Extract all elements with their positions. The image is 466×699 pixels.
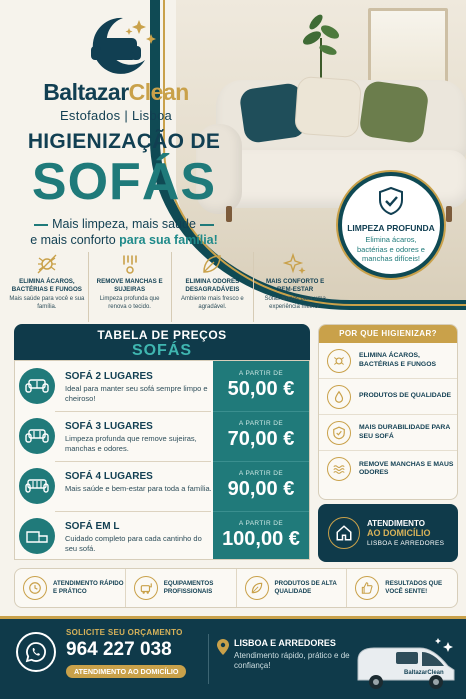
benefit-item: MAIS CONFORTO E BEM-ESTAR Sofás limpos para uma experiência melhor. — [254, 252, 336, 322]
headline-line1: HIGIENIZAÇÃO DE — [27, 130, 221, 153]
benefits-row — [6, 252, 336, 322]
why-item: ELIMINA ÁCAROS, BACTÉRIAS E FUNGOS — [319, 343, 457, 379]
mite-icon — [332, 354, 346, 368]
home-service-card: ATENDIMENTO AO DOMICÍLIO LISBOA E ARREDORES — [318, 504, 458, 562]
phone-number[interactable]: 964 227 038 — [66, 639, 172, 660]
price-row: SOFÁ 4 LUGARES Mais saúde e bem-estar para toda a família. A PARTIR DE 90,00 € — [15, 461, 311, 511]
why-sanitize-panel — [318, 324, 458, 500]
headline — [14, 130, 234, 248]
features-bar — [14, 568, 458, 608]
shield-check-icon — [376, 186, 406, 216]
price-table-body — [14, 360, 310, 560]
house-icon — [335, 524, 353, 542]
brand-logo — [26, 14, 206, 123]
why-item: REMOVE MANCHAS E MAUS ODORES — [319, 451, 457, 487]
feature-item: RESULTADOS QUE VOCÊ SENTE! — [347, 569, 457, 607]
why-item: MAIS DURABILIDADE PARA SEU SOFÁ — [319, 415, 457, 451]
price-row: SOFÁ 2 LUGARES Ideal para manter seu sofá sempre limpo e cheiroso! A PARTIR DE 50,00 € — [15, 361, 311, 411]
benefit-item: REMOVE MANCHAS E SUJEIRAS Limpeza profunda que renova o tecido. — [89, 252, 172, 322]
badge-title: LIMPEZA PROFUNDA — [347, 223, 435, 233]
price-table — [14, 324, 310, 562]
sofa-3-seat-icon — [25, 428, 49, 444]
price-value: 100,00 € — [222, 528, 300, 550]
price-value: 70,00 € — [227, 428, 295, 450]
footer — [0, 616, 466, 699]
badge-text: Elimina ácaros, bactérias e odores e manchas difíceis! — [357, 235, 425, 263]
whatsapp-icon — [24, 640, 48, 664]
home-service-pill: ATENDIMENTO AO DOMICÍLIO — [66, 665, 186, 678]
tagline: Mais limpeza, mais saúde e mais conforto para sua família! — [30, 217, 218, 247]
feature-item: PRODUTOS DE ALTA QUALIDADE — [237, 569, 348, 607]
waves-icon — [332, 462, 346, 476]
van-label: BaltazarClean — [404, 670, 444, 676]
mite-icon — [35, 252, 59, 276]
why-item: PRODUTOS DE QUALIDADE — [319, 379, 457, 415]
sparkle-icon — [283, 252, 307, 276]
sofa-4-seat-icon — [25, 478, 49, 494]
price-value: 90,00 € — [227, 478, 295, 500]
plant-icon — [296, 8, 346, 78]
price-row: SOFÁ 3 LUGARES Limpeza profunda que remove sujeiras, manchas e odores. A PARTIR DE 70,00 € — [15, 411, 311, 461]
clock-icon — [28, 581, 42, 595]
benefit-item: ELIMINA ÁCAROS, BACTÉRIAS E FUNGOS Mais saúde para você e sua família. — [6, 252, 89, 322]
deep-clean-badge — [338, 172, 444, 278]
feature-item: EQUIPAMENTOS PROFISSIONAIS — [126, 569, 237, 607]
drop-icon — [332, 390, 346, 404]
van-illustration — [350, 636, 460, 696]
location-info: LISBOA E ARREDORES Atendimento rápido, prático e de confiança! — [218, 638, 354, 671]
price-value: 50,00 € — [227, 378, 295, 400]
whatsapp-button[interactable] — [16, 632, 56, 672]
feature-item: ATENDIMENTO RÁPIDO E PRÁTICO — [15, 569, 126, 607]
sofa-logo-icon — [71, 14, 161, 76]
leaf-icon — [200, 252, 224, 276]
headline-line2: SOFÁS — [31, 153, 217, 211]
sofa-2-seat-icon — [25, 378, 49, 394]
leaf-icon — [250, 581, 264, 595]
brand-subtitle: Estofados | Lisboa — [59, 108, 173, 123]
sofa-l-shape-icon — [25, 528, 49, 544]
stain-icon — [118, 252, 142, 276]
benefit-item: ELIMINA ODORES DESAGRADÁVEIS Ambiente mais fresco e agradável. — [172, 252, 255, 322]
location-pin-icon — [216, 638, 230, 656]
thumbs-up-icon — [360, 581, 374, 595]
shield-check-icon — [332, 426, 346, 440]
price-row: SOFÁ EM L Cuidado completo para cada cantinho do seu sofá. A PARTIR DE 100,00 € — [15, 511, 311, 561]
why-title: POR QUE HIGIENIZAR? — [319, 325, 457, 343]
quote-cta: SOLICITE SEU ORÇAMENTO 964 227 038 ATENDIMENTO AO DOMICÍLIO — [66, 628, 196, 679]
brand-name: BaltazarClean — [43, 79, 189, 105]
price-table-header: TABELA DE PREÇOS SOFÁS — [14, 324, 310, 360]
equipment-icon — [139, 581, 153, 595]
